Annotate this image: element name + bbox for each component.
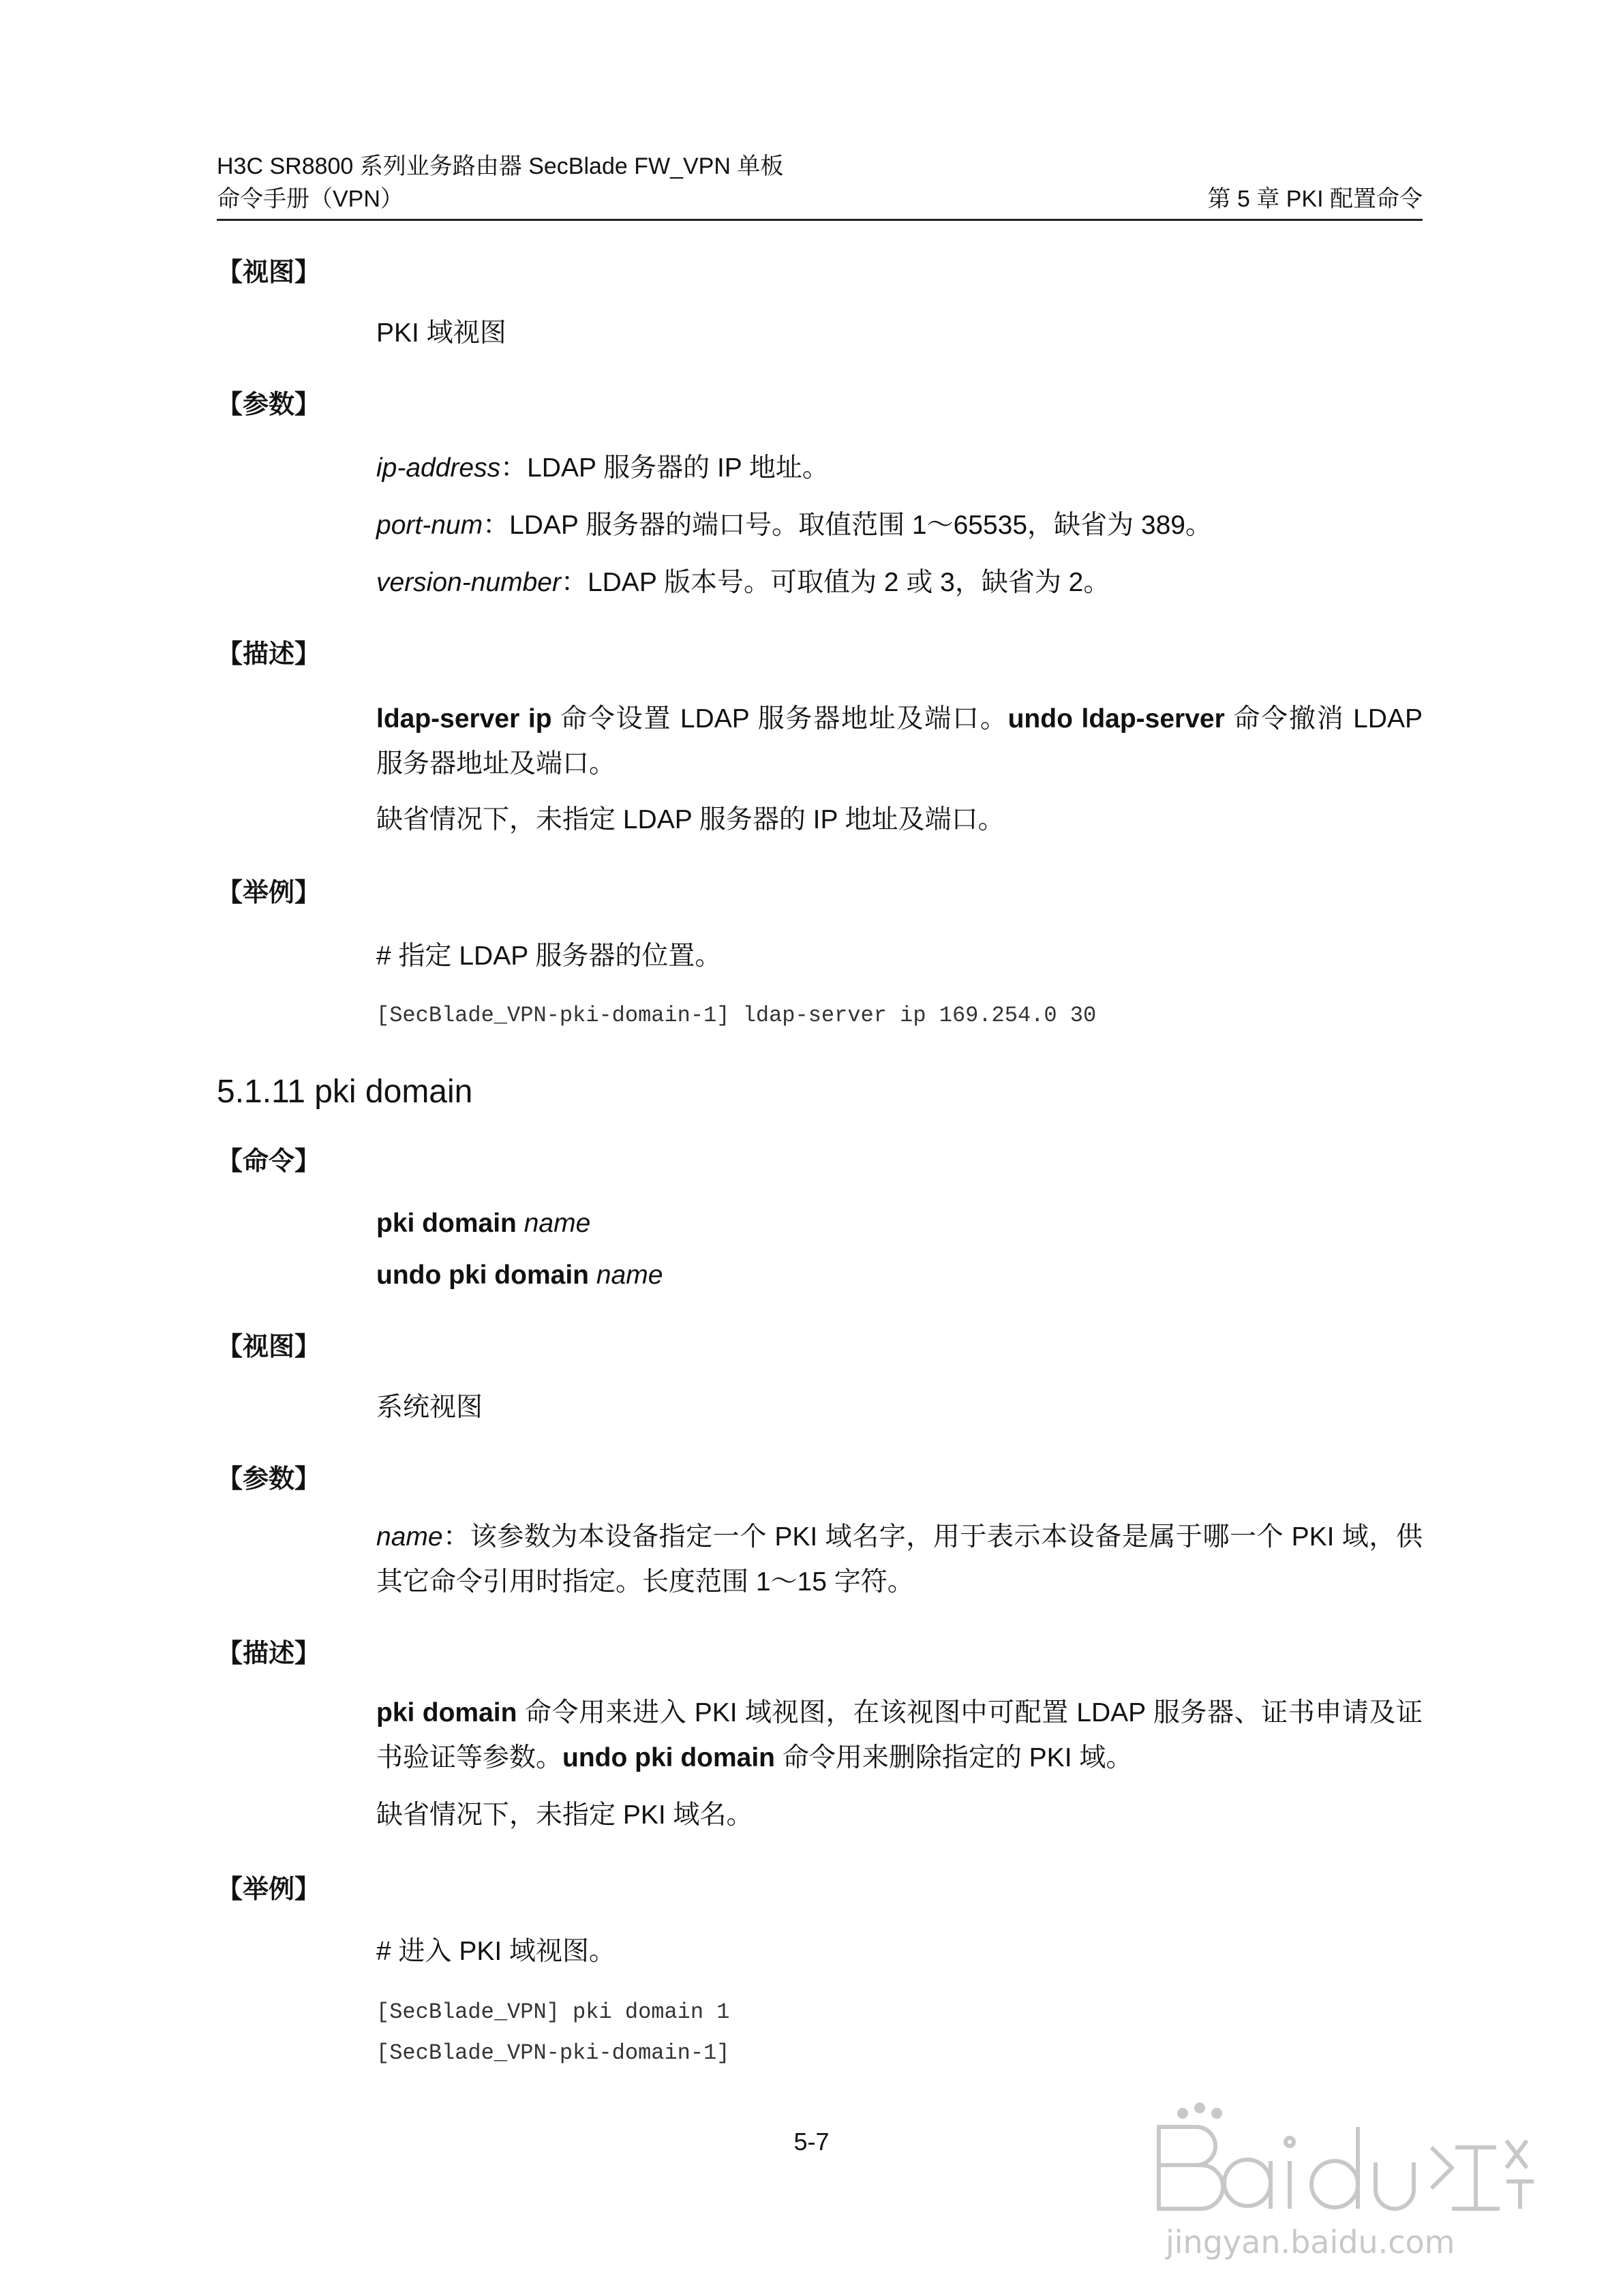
command-keyword: undo ldap-server [1007,704,1225,734]
desc-heading: 【描述】 [217,1640,321,1668]
example-code-line: [SecBlade_VPN-pki-domain-1] [376,2040,730,2066]
view-text: PKI 域视图 [376,318,506,348]
header-title-line: H3C SR8800 系列业务路由器 SecBlade FW_VPN 单板 [217,153,784,179]
default-text: 缺省情况下，未指定 LDAP 服务器的 IP 地址及端口。 [376,805,1005,834]
params-heading: 【参数】 [217,391,321,419]
desc-heading: 【描述】 [217,640,321,669]
example-code-line: [SecBlade_VPN] pki domain 1 [376,1999,730,2025]
page-number: 5-7 [793,2128,830,2156]
description-text: 命令设置 LDAP 服务器地址及端口。 [551,704,1008,734]
command-keyword: undo pki domain [562,1743,775,1772]
param-port-num [376,510,1212,541]
section-title: 5.1.11 pki domain [217,1074,473,1110]
description-text: 命令用来进入 PKI 域视图，在该视图中可配置 LDAP 服务器、证书申请及证书验证等参数。 [376,1698,1423,1772]
description-text: 命令撤消 LDAP 服务器地址及端口。 [376,704,1423,779]
command-syntax-undo [376,1260,663,1291]
param-name: name [376,1522,443,1552]
param-desc: ：该参数为本设备指定一个 PKI 域名字，用于表示本设备是属于哪一个 PKI 域，供其它命令引用时指定。长度范围 1～15 字符。 [376,1522,1423,1597]
baidu-logo-icon [1145,2100,1541,2270]
param-name-desc [376,1515,1423,1605]
param-desc: ：LDAP 服务器的端口号。取值范围 1～65535，缺省为 389。 [483,511,1212,540]
example-heading: 【举例】 [217,879,321,907]
command-keyword: pki domain [376,1698,517,1727]
default-text: 缺省情况下，未指定 PKI 域名。 [376,1800,753,1830]
command-keyword: pki domain [376,1209,517,1238]
view-text: 系统视图 [376,1393,483,1422]
example-heading: 【举例】 [217,1875,321,1904]
param-name: version-number [376,568,561,597]
svg-text:jingyan.baidu.com: jingyan.baidu.com [1166,2224,1455,2261]
header-manual-name: 命令手册（VPN） [217,186,404,212]
param-ip-address [376,453,829,484]
example-code: [SecBlade_VPN-pki-domain-1] ldap-server ip 169.254.0 30 [376,1003,1097,1028]
command-argument: name [596,1260,663,1290]
description-paragraph [376,697,1423,787]
description-text: 命令用来删除指定的 PKI 域。 [775,1743,1133,1772]
params-heading: 【参数】 [217,1465,321,1494]
command-heading: 【命令】 [217,1147,321,1176]
description-paragraph [376,1691,1423,1781]
param-name: ip-address [376,453,501,483]
example-comment: # 指定 LDAP 服务器的位置。 [376,941,722,971]
header-rule [217,219,1423,221]
command-keyword: undo pki domain [376,1260,589,1290]
baidu-jingyan-watermark [1145,2100,1541,2270]
header-chapter: 第 5 章 PKI 配置命令 [1207,186,1423,212]
view-heading: 【视图】 [217,1333,321,1361]
param-desc: ：LDAP 版本号。可取值为 2 或 3，缺省为 2。 [560,568,1110,597]
param-name: port-num [376,511,483,540]
view-heading: 【视图】 [217,258,321,287]
example-comment: # 进入 PKI 域视图。 [376,1937,616,1966]
param-version-number [376,567,1110,599]
command-keyword: ldap-server ip [376,704,552,734]
param-desc: ：LDAP 服务器的 IP 地址。 [500,453,829,483]
command-syntax [376,1208,590,1239]
command-argument: name [524,1209,591,1238]
